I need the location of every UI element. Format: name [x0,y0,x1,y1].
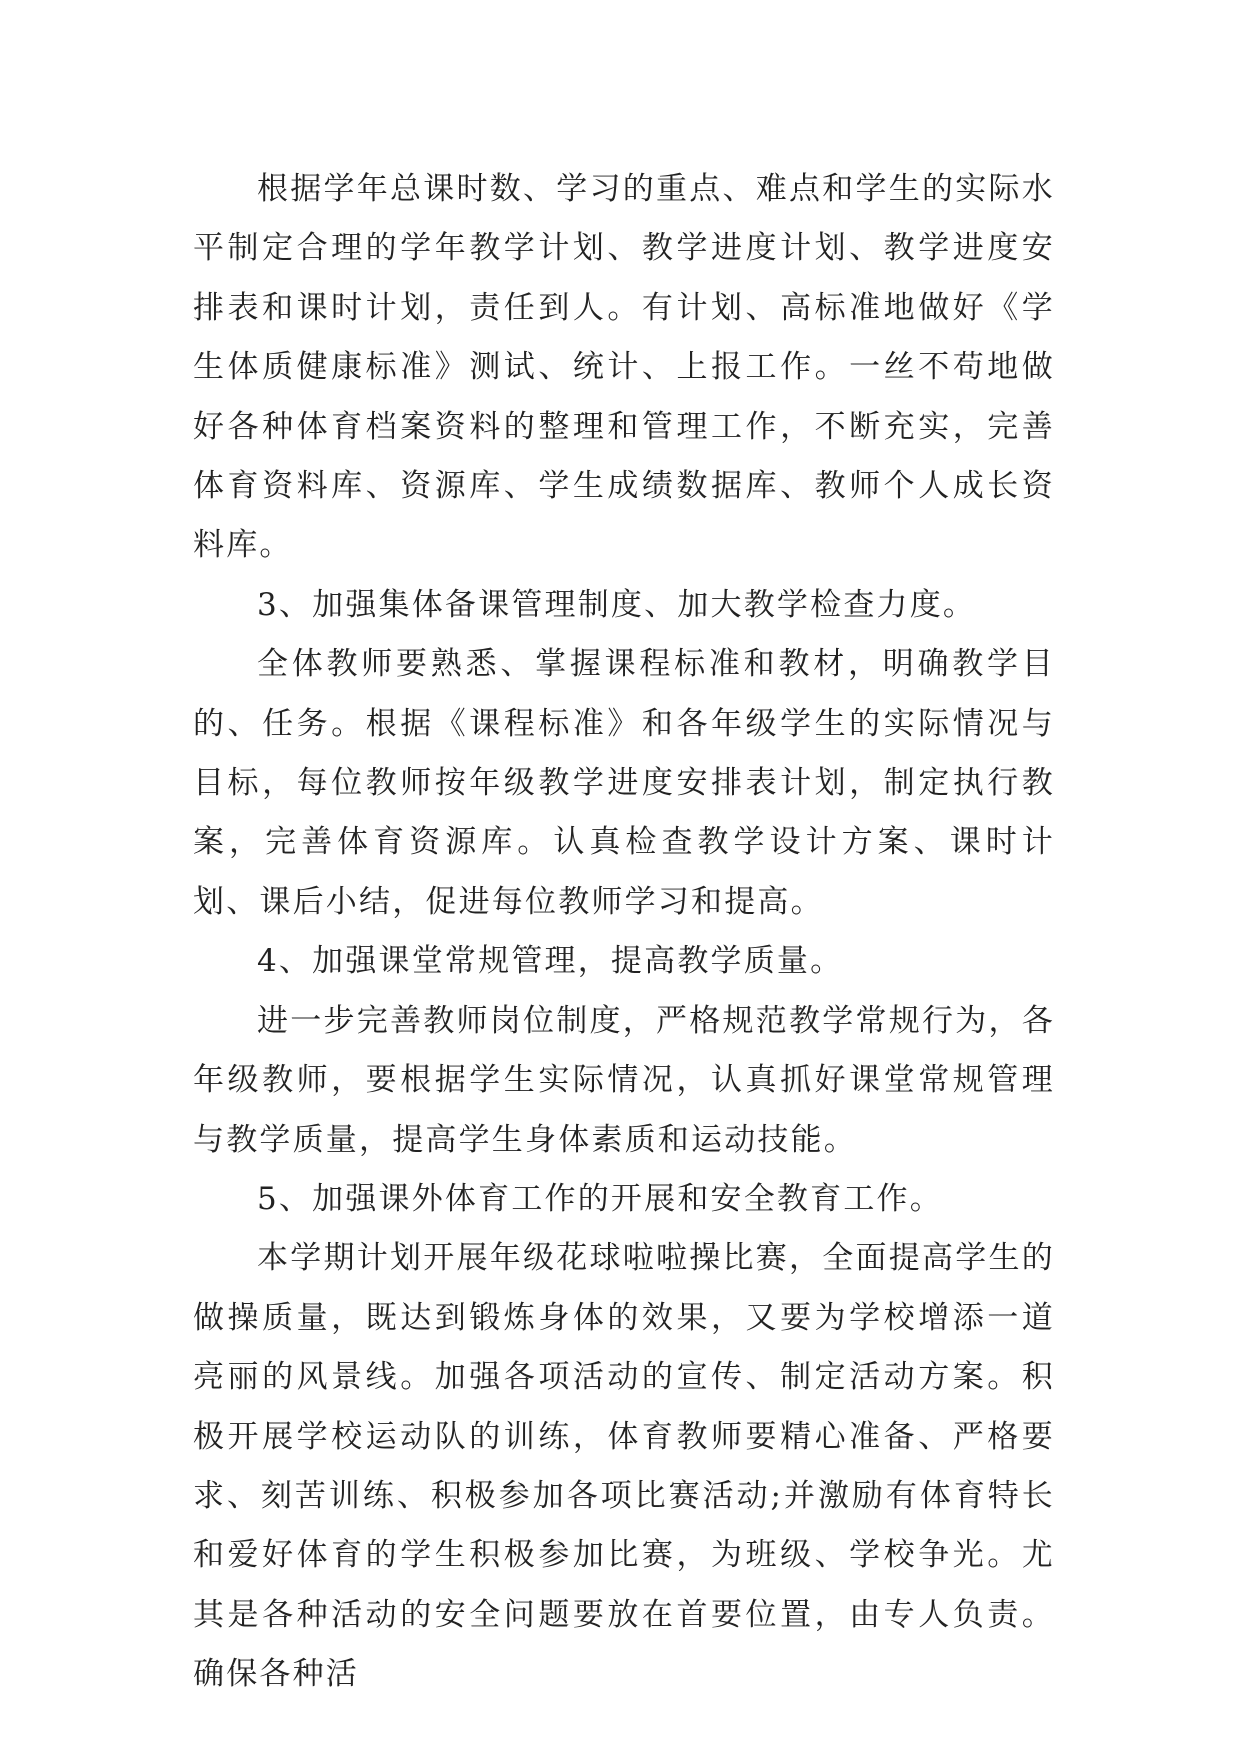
document-body [193,160,1055,1705]
paragraph-extracurricular-activities: 本学期计划开展年级花球啦啦操比赛，全面提高学生的做操质量，既达到锻炼身体的效果，又要为学校增添一道亮丽的风景线。加强各项活动的宣传、制定活动方案。积极开展学校运动队的训练，体育教师要精心准备、严格要求、刻苦训练、积极参加各项比赛活动;并激励有体育特长和爱好体育的学生积极参加比赛，为班级、学校争光。尤其是各种活动的安全问题要放在首要位置，由专人负责。确保各种活 [193,1240,1055,1693]
paragraph-curriculum-planning: 根据学年总课时数、学习的重点、难点和学生的实际水平制定合理的学年教学计划、教学进度计划、教学进度安排表和课时计划，责任到人。有计划、高标准地做好《学生体质健康标准》测试、统计、上报工作。一丝不苟地做好各种体育档案资料的整理和管理工作，不断充实，完善体育资料库、资源库、学生成绩数据库、教师个人成长资料库。 [193,171,1055,564]
heading-collective-lesson-prep: 3、加强集体备课管理制度、加大教学检查力度。 [257,586,977,623]
paragraph-classroom-routine: 进一步完善教师岗位制度，严格规范教学常规行为，各年级教师，要根据学生实际情况，认真抓好课堂常规管理与教学质量，提高学生身体素质和运动技能。 [193,1002,1055,1158]
paragraph-teaching-inspection: 全体教师要熟悉、掌握课程标准和教材，明确教学目的、任务。根据《课程标准》和各年级学生的实际情况与目标，每位教师按年级教学进度安排表计划，制定执行教案，完善体育资源库。认真检查教学设计方案、课时计划、课后小结，促进每位教师学习和提高。 [193,646,1055,920]
heading-classroom-management: 4、加强课堂常规管理，提高教学质量。 [257,943,844,980]
heading-extracurricular-safety: 5、加强课外体育工作的开展和安全教育工作。 [257,1180,943,1217]
